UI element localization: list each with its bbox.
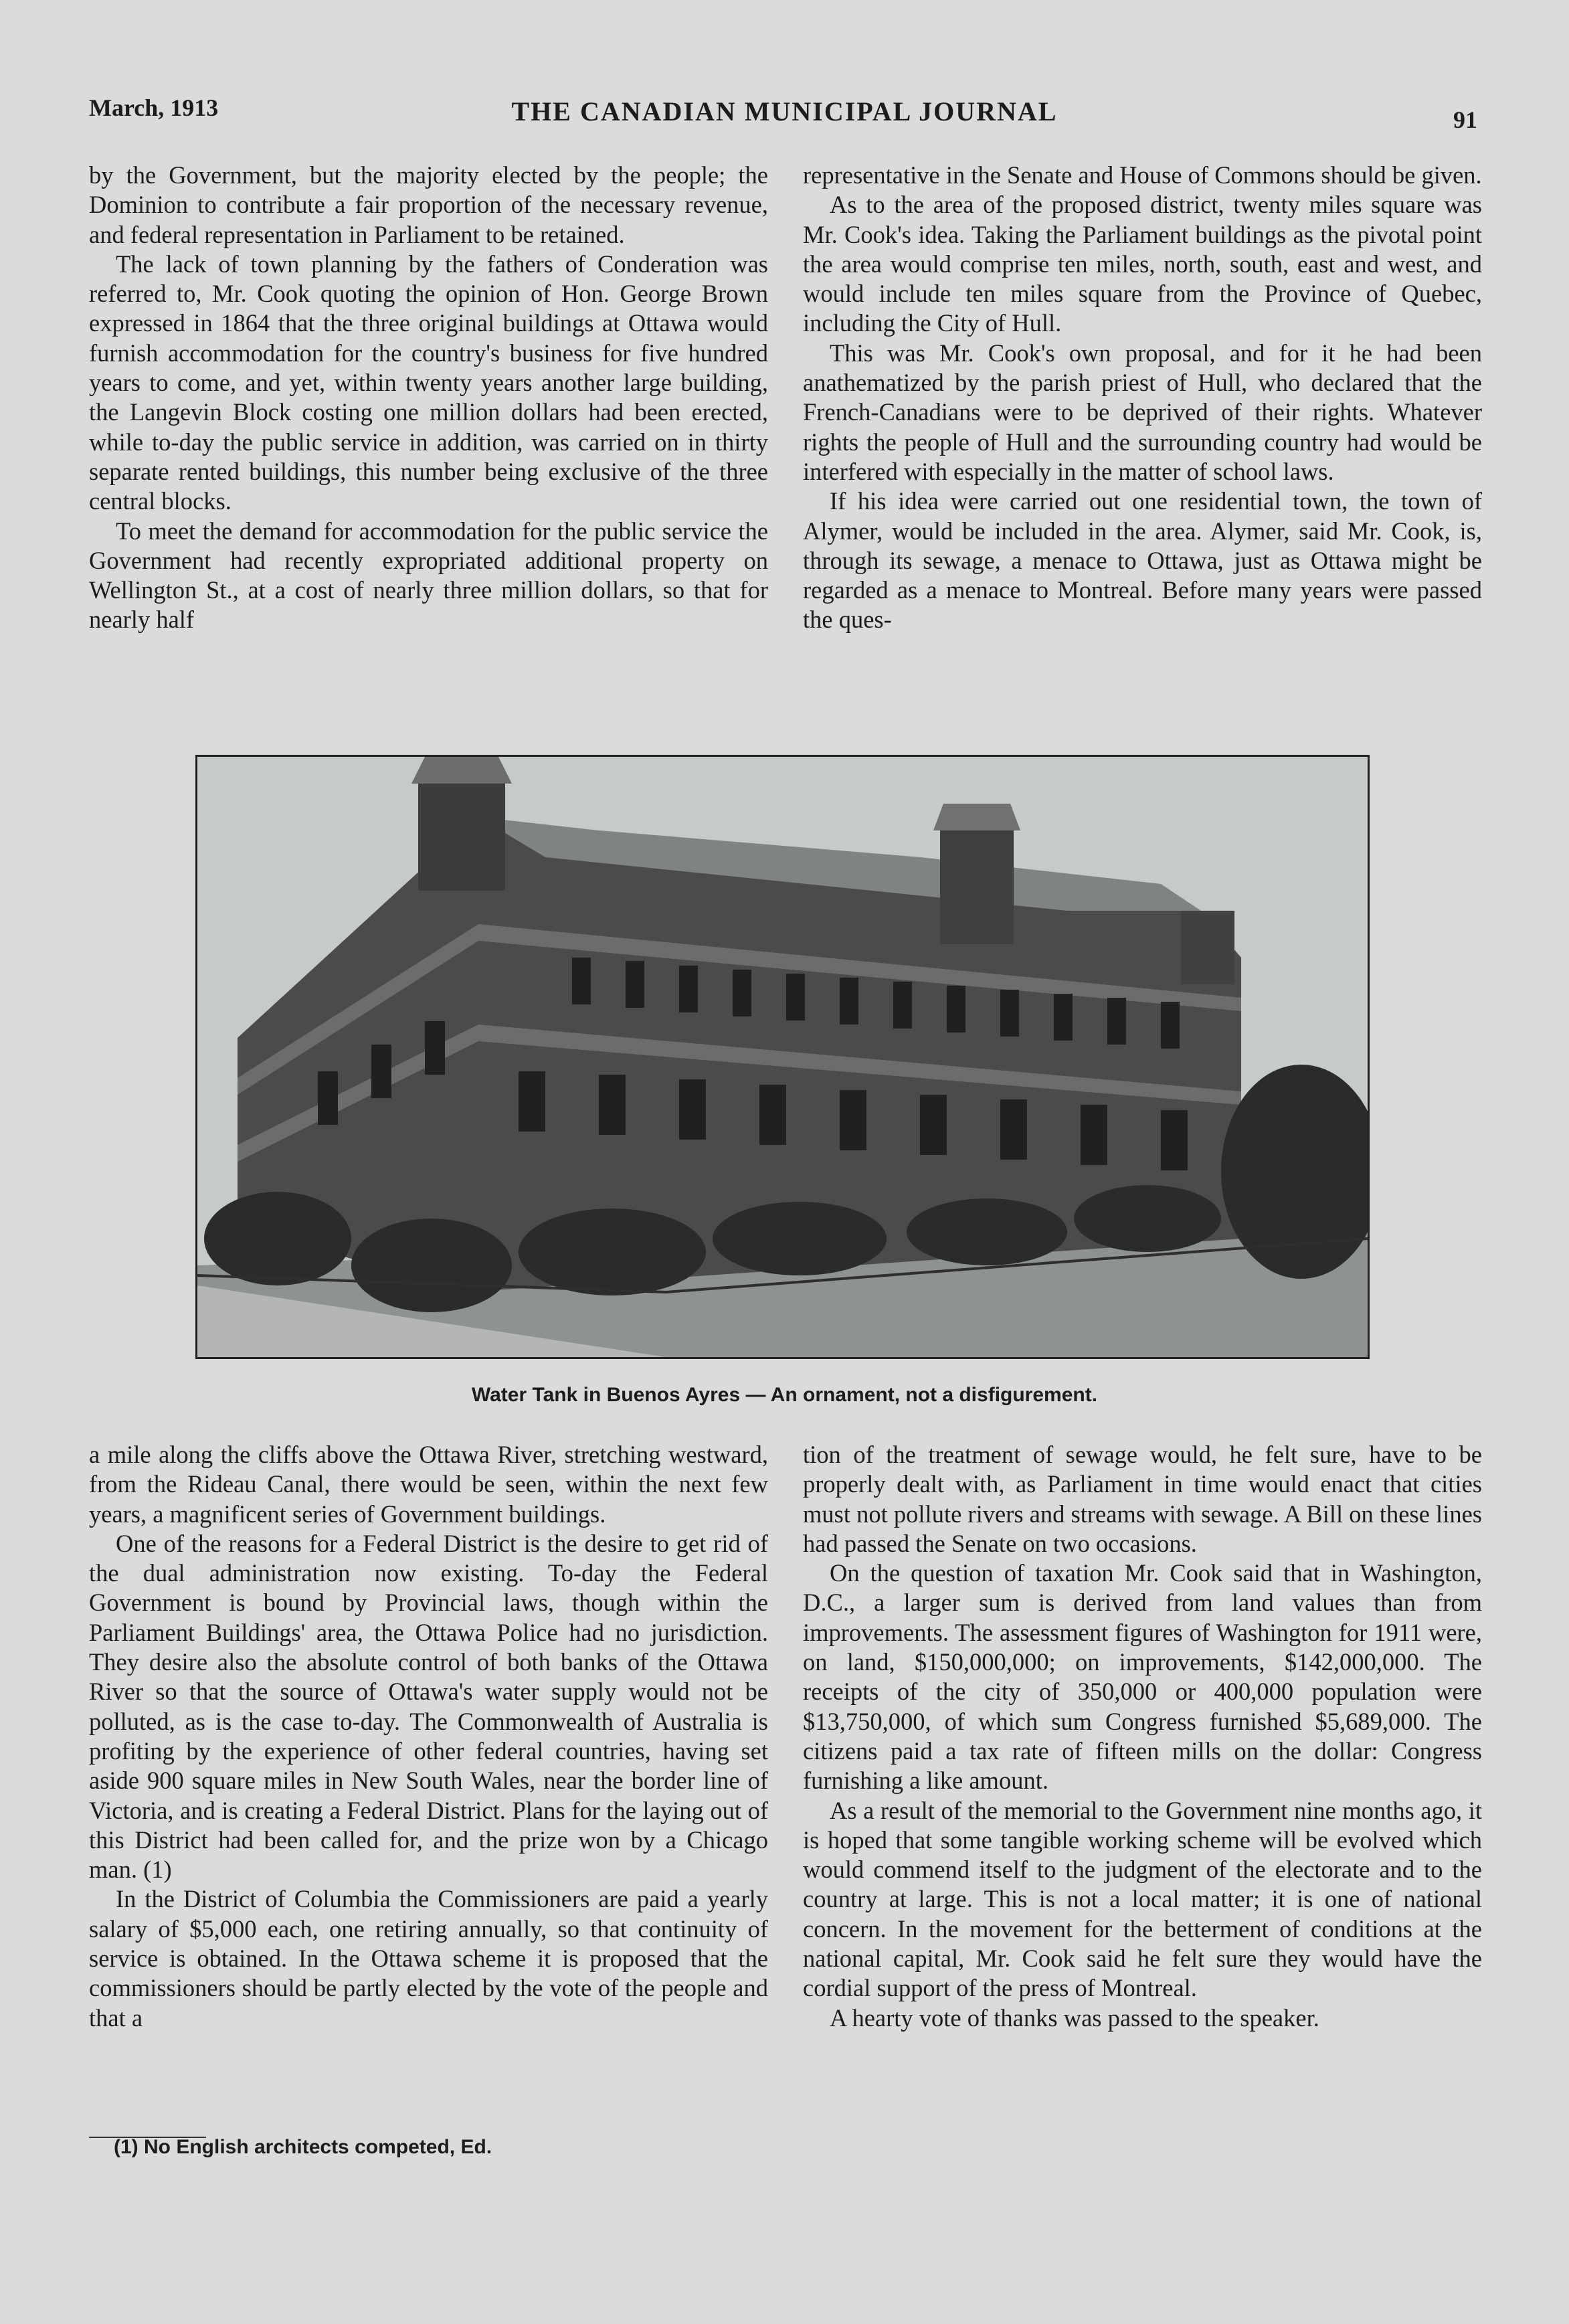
building-photograph (195, 755, 1370, 1359)
footnote: (1) No English architects competed, Ed. (114, 2136, 492, 2158)
paragraph: by the Government, but the majority elected by the people; the Dominion to contribute a fair proportion of the necessary revenue, and federal representation in Parliament to be retained. (89, 161, 768, 248)
journal-title: THE CANADIAN MUNICIPAL JOURNAL (511, 96, 1058, 126)
paragraph: To meet the demand for accommodation for the public service the Government had recently expropriated additional property on Wellington St., at a cost of nearly three million dollars, so that for nearly half (89, 517, 768, 634)
paragraph: As to the area of the proposed district, twenty miles square was Mr. Cook's idea. Taking the Parliament buildings as the pivotal point the area would comprise ten miles, north, south, east and west, and would include ten miles square from the Province of Quebec, including the City of Hull. (803, 191, 1482, 337)
column-top-right (803, 161, 1482, 635)
figure-caption: Water Tank in Buenos Ayres — An ornament, not a disfigurement. (471, 1384, 1098, 1406)
paragraph: On the question of taxation Mr. Cook said that in Washington, D.C., a larger sum is derived from land values than from improvements. The assessment figures of Washington for 1911 were, on land, $150,000,000; on improvements, $142,000,000. The receipts of the city of 350,000 or 400,000 population were $13,750,000, of which sum Congress furnished $5,689,000. The citizens paid a tax rate of fifteen mills on the dollar: Congress furnishing a like amount. (803, 1559, 1482, 1795)
paragraph: If his idea were carried out one residential town, the town of Alymer, would be included in the area. Alymer, said Mr. Cook, is, through its sewage, a menace to Ottawa, just as Ottawa might be regarded as a menace to Montreal. Before many years were passed the ques- (803, 487, 1482, 634)
issue-date: March, 1913 (89, 94, 219, 121)
column-top-left (89, 161, 768, 635)
paragraph: As a result of the memorial to the Government nine months ago, it is hoped that some tangible working scheme will be evolved which would commend itself to the judgment of the electorate and to the country at large. This is not a local matter; it is one of national concern. In the movement for the betterment of conditions at the national capital, Mr. Cook said he felt sure they would have the cordial support of the press of Montreal. (803, 1796, 1482, 2002)
page-number: 91 (1453, 106, 1477, 133)
paragraph: The lack of town planning by the fathers of Conderation was referred to, Mr. Cook quoting the opinion of Hon. George Brown expressed in 1864 that the three original buildings at Ottawa would furnish accommodation for the country's business for five hundred years to come, and yet, within twenty years another large building, the Langevin Block costing one million dollars had been erected, while to-day the public service in addition, was carried on in thirty separate rented buildings, this number being exclusive of the three central blocks. (89, 250, 768, 515)
paragraph: One of the reasons for a Federal District is the desire to get rid of the dual administration now existing. To-day the Federal Government is bound by Provincial laws, though within the Parliament Buildings' area, the Ottawa Police had no jurisdiction. They desire also the absolute control of both banks of the Ottawa River so that the source of Ottawa's water supply would not be polluted, as is the case to-day. The Commonwealth of Australia is profiting by the experience of other federal countries, having set aside 900 square miles in New South Wales, near the border line of Victoria, and is creating a Federal District. Plans for the laying out of this District had been called for, and the prize won by a Chicago man. (1) (89, 1529, 768, 1884)
paragraph: a mile along the cliffs above the Ottawa River, stretching westward, from the Rideau Canal, there would be seen, within the next few years, a magnificent series of Government buildings. (89, 1441, 768, 1528)
column-bottom-left (89, 1440, 768, 2033)
paragraph: representative in the Senate and House of Commons should be given. (803, 161, 1482, 189)
paragraph: A hearty vote of thanks was passed to the speaker. (830, 2003, 1319, 2032)
paragraph: This was Mr. Cook's own proposal, and for it he had been anathematized by the parish priest of Hull, who declared that the French-Canadians were to be deprived of their rights. Whatever rights the people of Hull and the surrounding country had would be interfered with especially in the matter of school laws. (803, 339, 1482, 485)
paragraph: In the District of Columbia the Commissioners are paid a yearly salary of $5,000 each, one retiring annually, so that continuity of service is obtained. In the Ottawa scheme it is proposed that the commissioners should be partly elected by the vote of the people and that a (89, 1885, 768, 2032)
paragraph: tion of the treatment of sewage would, he felt sure, have to be properly dealt with, as Parliament in time would enact that cities must not pollute rivers and streams with sewage. A Bill on these lines had passed the Senate on two occasions. (803, 1441, 1482, 1557)
column-bottom-right (803, 1440, 1482, 2033)
